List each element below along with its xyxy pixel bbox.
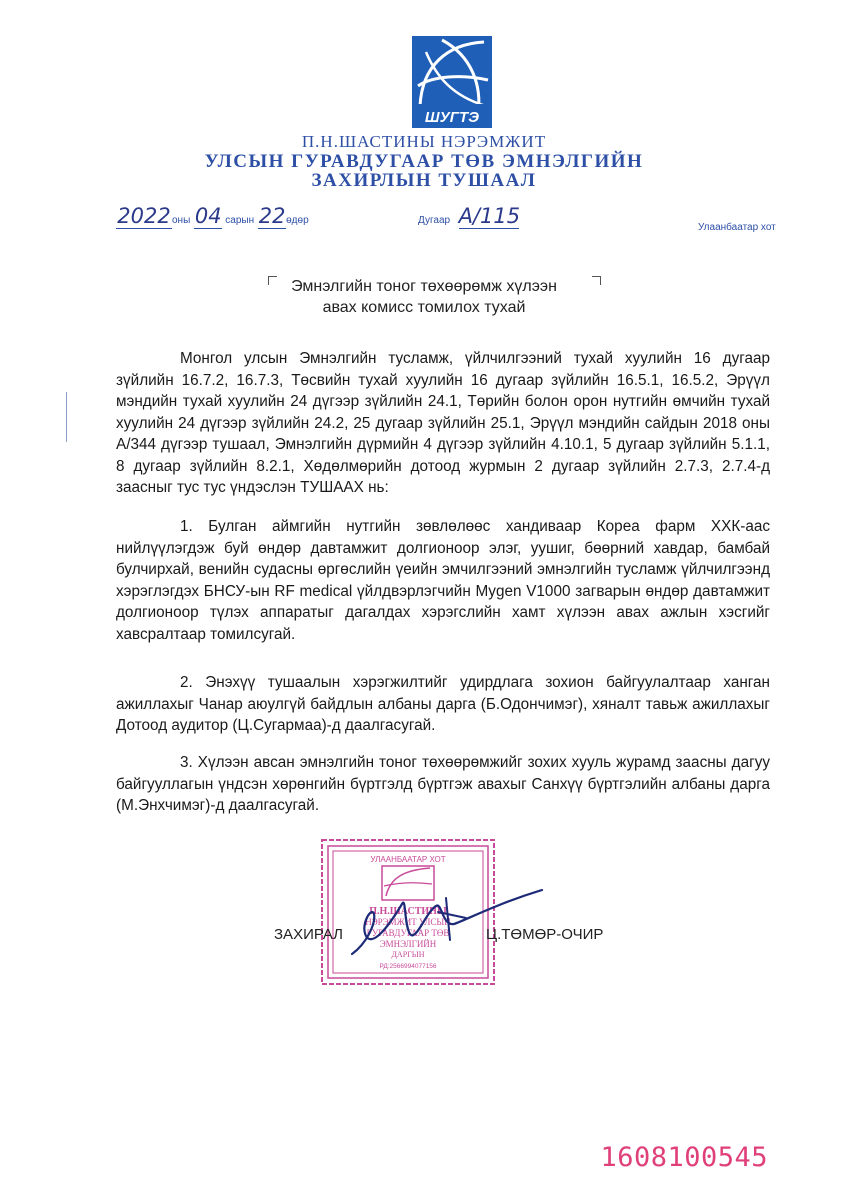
date-year-suffix: оны xyxy=(172,215,191,226)
hospital-logo xyxy=(412,36,492,128)
signer-position: ЗАХИРАЛ xyxy=(274,926,344,943)
order-item-3 xyxy=(116,752,770,817)
date-line xyxy=(116,204,326,229)
order-item-2 xyxy=(116,672,770,737)
preamble-paragraph xyxy=(116,348,770,499)
header-line-2: УЛСЫН ГУРАВДУГААР ТӨВ ЭМНЭЛГИЙН xyxy=(204,151,644,172)
stamp-line-2: НЭРЭМЖИТ УЛСЫН xyxy=(365,917,451,927)
header-line-3: ЗАХИРЛЫН ТУШААЛ xyxy=(311,170,537,191)
date-month: 04 xyxy=(194,204,222,228)
document-title xyxy=(0,276,848,318)
order-number-line xyxy=(418,204,558,229)
stamp-top-text: УЛААНБААТАР ХОТ xyxy=(370,855,446,864)
document-serial-number: 1608100545 xyxy=(600,1142,768,1173)
date-year: 2022 xyxy=(117,204,171,228)
date-day: 22 xyxy=(258,204,286,228)
hospital-logo-icon xyxy=(412,36,492,128)
stamp-line-1: П.Н.ШАСТИНЫ xyxy=(369,906,447,917)
title-line-2: авах комисс томилох тухай xyxy=(322,299,526,316)
stamp-line-3: ГУРАВДУГААР ТӨВ xyxy=(366,928,450,938)
signer-name: Ц.ТӨМӨР-ОЧИР xyxy=(486,926,604,943)
order-item-2-text: 2. Энэхүү тушаалын хэрэгжилтийг удирдлага зохион байгуулалтаар ханган ажиллахыг Чанар аюулгүй байдлын албаны дарга (Б.Одончимэг), хяналт тавьж ажиллахыг Дотоод аудитор (Ц.Сугармаа)-д даалгасугай. xyxy=(116,674,770,734)
stamp-line-4: ЭМНЭЛГИЙН xyxy=(379,939,437,949)
header-line-1: П.Н.ШАСТИНЫ НЭРЭМЖИТ xyxy=(301,132,547,151)
margin-mark xyxy=(66,392,67,442)
order-item-1-text: 1. Булган аймгийн нутгийн зөвлөлөөс хандиваар Кореа фарм ХХК-аас нийлүүлэгдэж буй өндөр давтамжит долгионоор элэг, уушиг, бөөрний хавдар, бамбай булчирхай, венийн судасны өргөслийн үеийн эмчилгээний эмнэлгийн тусламж үйлчилгээнд хэрэглэгдэх БНСУ-ын RF medical үйлдвэрлэгчийн Mygen V1000 загварын өндөр давтамжит долгионоор түлэх аппаратыг дагалдах хэрэгслийн хамт хүлээн авах ажлын хэсгийг хавсралтаар томилсугай. xyxy=(116,518,770,643)
city-label: Улаанбаатар хот xyxy=(698,222,776,233)
stamp-line-5: ДАРГЫН xyxy=(391,950,425,959)
date-day-suffix: өдөр xyxy=(286,215,309,226)
logo-text: ШУГТЭ xyxy=(424,109,480,126)
title-line-1: Эмнэлгийн тоног төхөөрөмж хүлээн xyxy=(291,278,557,295)
handwritten-signature xyxy=(346,884,546,964)
order-number-label: Дугаар xyxy=(418,215,451,226)
stamp-reg-number: РД:2566994077156 xyxy=(379,963,437,970)
date-month-suffix: сарын xyxy=(225,215,255,226)
order-number: A/115 xyxy=(458,204,521,228)
order-item-1 xyxy=(116,516,770,645)
preamble-text: Монгол улсын Эмнэлгийн тусламж, үйлчилгээний тухай хуулийн 16 дугаар зүйлийн 16.7.2, 16.7.3, Төсвийн тухай хуулийн 16 дугаар зүйлийн 16.5.1, 16.5.2, Эрүүл мэндийн тухай хуулийн 24 дүгээр зүйлийн 24.1, Төрийн болон орон нутгийн өмчийн тухай хуулийн 24 дүгээр зүйлийн 24.2, 25 дугаар зүйлийн 25.1, Эрүүл мэндийн сайдын 2018 оны А/344 дүгээр тушаал, Эмнэлгийн дүрмийн 4 дүгээр зүйлийн 4.10.1, 5 дугаар зүйлийн 5.1.1, 8 дугаар зүйлийн 8.2.1, Хөдөлмөрийн дотоод журмын 2 дугаар зүйлийн 2.7.3, 2.7.4-д заасныг тус тус үндэслэн ТУШААХ нь: xyxy=(116,350,770,496)
order-item-3-text: 3. Хүлээн авсан эмнэлгийн тоног төхөөрөмжийг зохих хууль журамд заасны дагуу байгууллагын үндсэн хөрөнгийн бүртгэлд бүртгэж авахыг Санхүү бүртгэлийн албаны дарга (М.Энхчимэг)-д даалгасугай. xyxy=(116,754,770,814)
